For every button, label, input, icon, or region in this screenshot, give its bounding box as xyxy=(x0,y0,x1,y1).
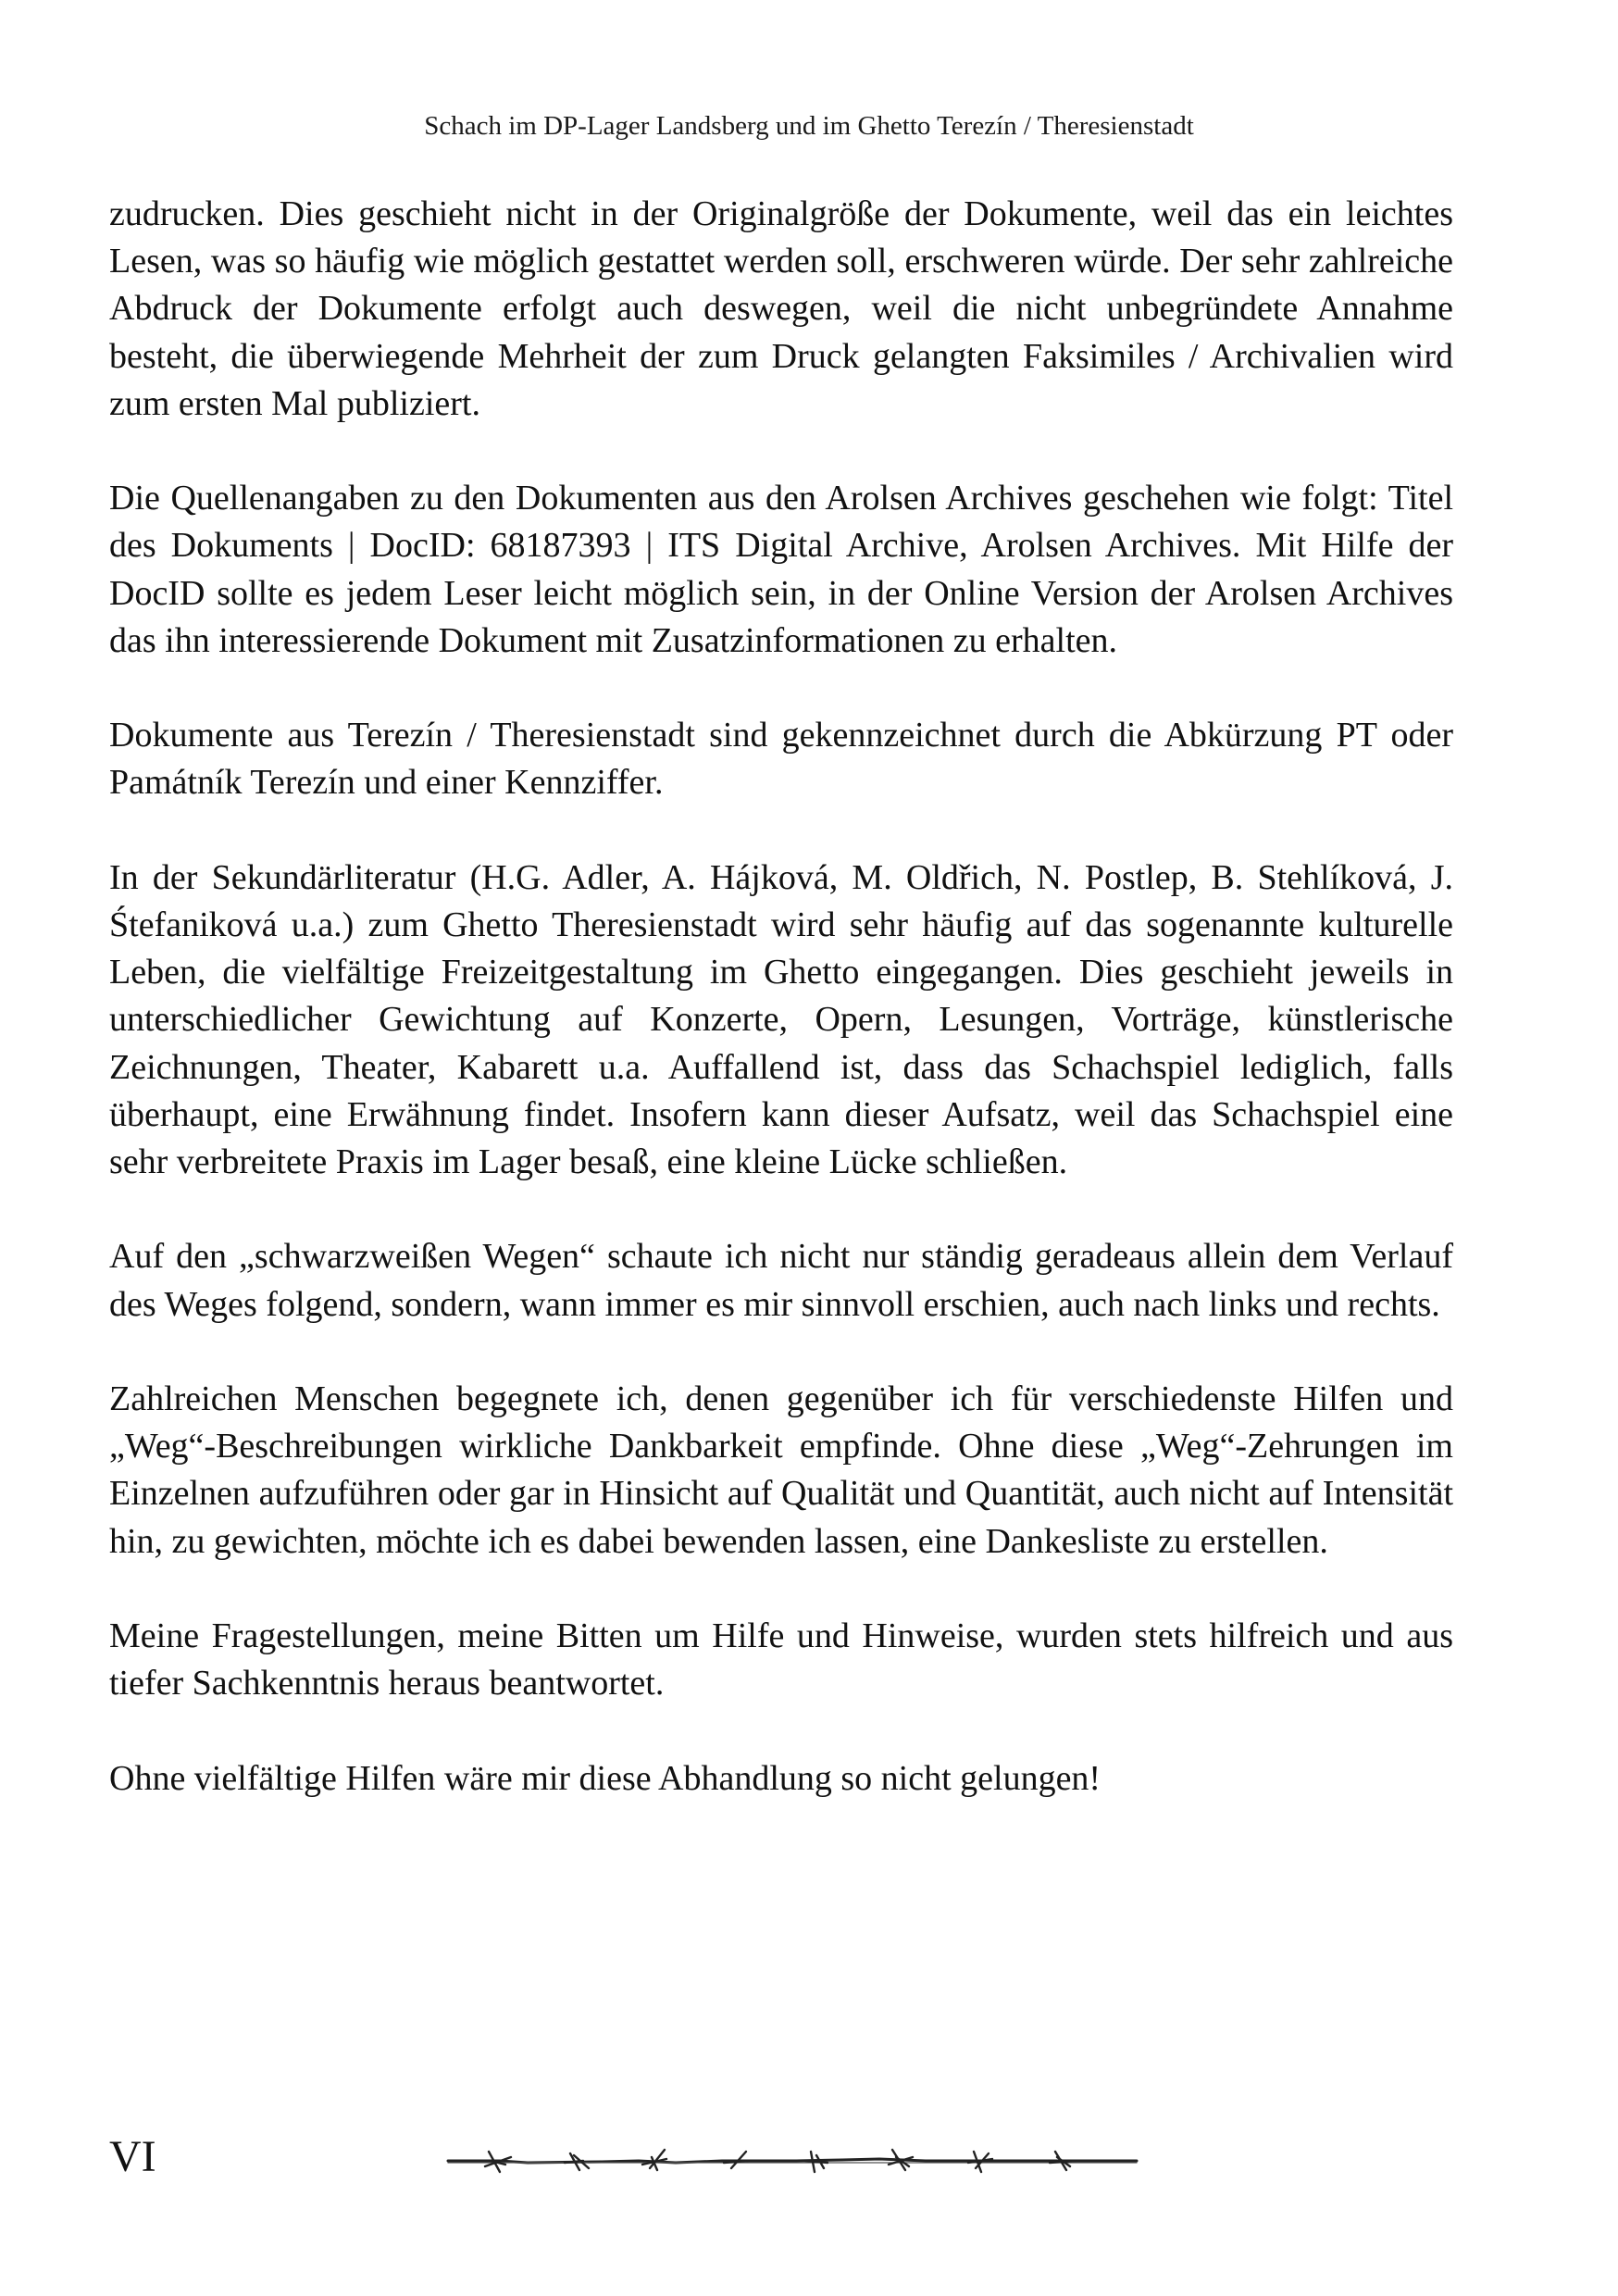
paragraph-secondary-literature: In der Sekundärliteratur (H.G. Adler, A. Hájková, M. Oldřich, N. Postlep, B. Stehlíková, J. Śtefaniková u.a.) zum Ghetto Theresienstadt wird sehr häufig auf das sogenannte kulturelle Leben, die vielfältige Freizeitgestaltung im Ghetto eingegangen. Dies geschieht jeweils in unterschiedlicher Gewichtung auf Konzerte, Opern, Lesungen, Vorträge, künstlerische Zeichnungen, Theater, Kabarett u.a. Auffallend ist, dass das Schachspiel lediglich, falls überhaupt, eine Erwähnung findet. Insofern kann dieser Aufsatz, weil das Schachspiel eine sehr verbreitete Praxis im Lager besaß, eine kleine Lücke schließen. xyxy=(109,857,1453,1182)
paragraph-terezin-documents: Dokumente aus Terezín / Theresienstadt sind gekennzeichnet durch die Abkürzung PT oder Památník Terezín und einer Kennziffer. xyxy=(109,716,1453,803)
paragraph-closing: Ohne vielfältige Hilfen wäre mir diese Abhandlung so nicht gelungen! xyxy=(109,1758,1101,1798)
paragraph-source-citation: Die Quellenangaben zu den Dokumenten aus den Arolsen Archives geschehen wie folgt: Titel des Dokuments | DocID: 68187393 | ITS Digital Archive, Arolsen Archives. Mit Hilfe der DocID sollte es jedem Leser leicht möglich sein, in der Online Version der Arolsen Archives das ihn interessierende Dokument mit Zusatzinformationen zu erhalten. xyxy=(109,479,1453,660)
page-number: VI xyxy=(109,2132,156,2181)
running-header: Schach im DP-Lager Landsberg und im Ghetto Terezín / Theresienstadt xyxy=(424,111,1194,141)
barbed-wire-icon xyxy=(444,2144,1140,2177)
paragraph-reproduction-note: zudrucken. Dies geschieht nicht in der Originalgröße der Dokumente, weil das ein leichtes Lesen, was so häufig wie möglich gestattet werden soll, erschweren würde. Der sehr zahlreiche Abdruck der Dokumente erfolgt auch deswegen, weil die nicht unbegründete Annahme besteht, die überwiegende Mehrheit der zum Druck gelangten Faksimiles / Archivalien wird zum ersten Mal publiziert. xyxy=(109,194,1453,423)
paragraph-gratitude: Zahlreichen Menschen begegnete ich, denen gegenüber ich für verschiedenste Hilfen und „Weg“-Beschreibungen wirkliche Dankbarkeit empfinde. Ohne diese „Weg“-Zehrungen im Einzelnen aufzuführen oder gar in Hinsicht auf Qualität und Quantität, auch nicht auf Intensität hin, zu gewichten, möchte ich es dabei bewenden lassen, eine Dankesliste zu erstellen. xyxy=(109,1379,1453,1561)
paragraph-black-white-paths: Auf den „schwarzweißen Wegen“ schaute ich nicht nur ständig geradeaus allein dem Verlauf des Weges folgend, sondern, wann immer es mir sinnvoll erschien, auch nach links und rechts. xyxy=(109,1237,1453,1324)
body-text xyxy=(109,191,1453,1803)
paragraph-questions-answered: Meine Fragestellungen, meine Bitten um Hilfe und Hinweise, wurden stets hilfreich und aus tiefer Sachkenntnis heraus beantwortet. xyxy=(109,1616,1453,1703)
